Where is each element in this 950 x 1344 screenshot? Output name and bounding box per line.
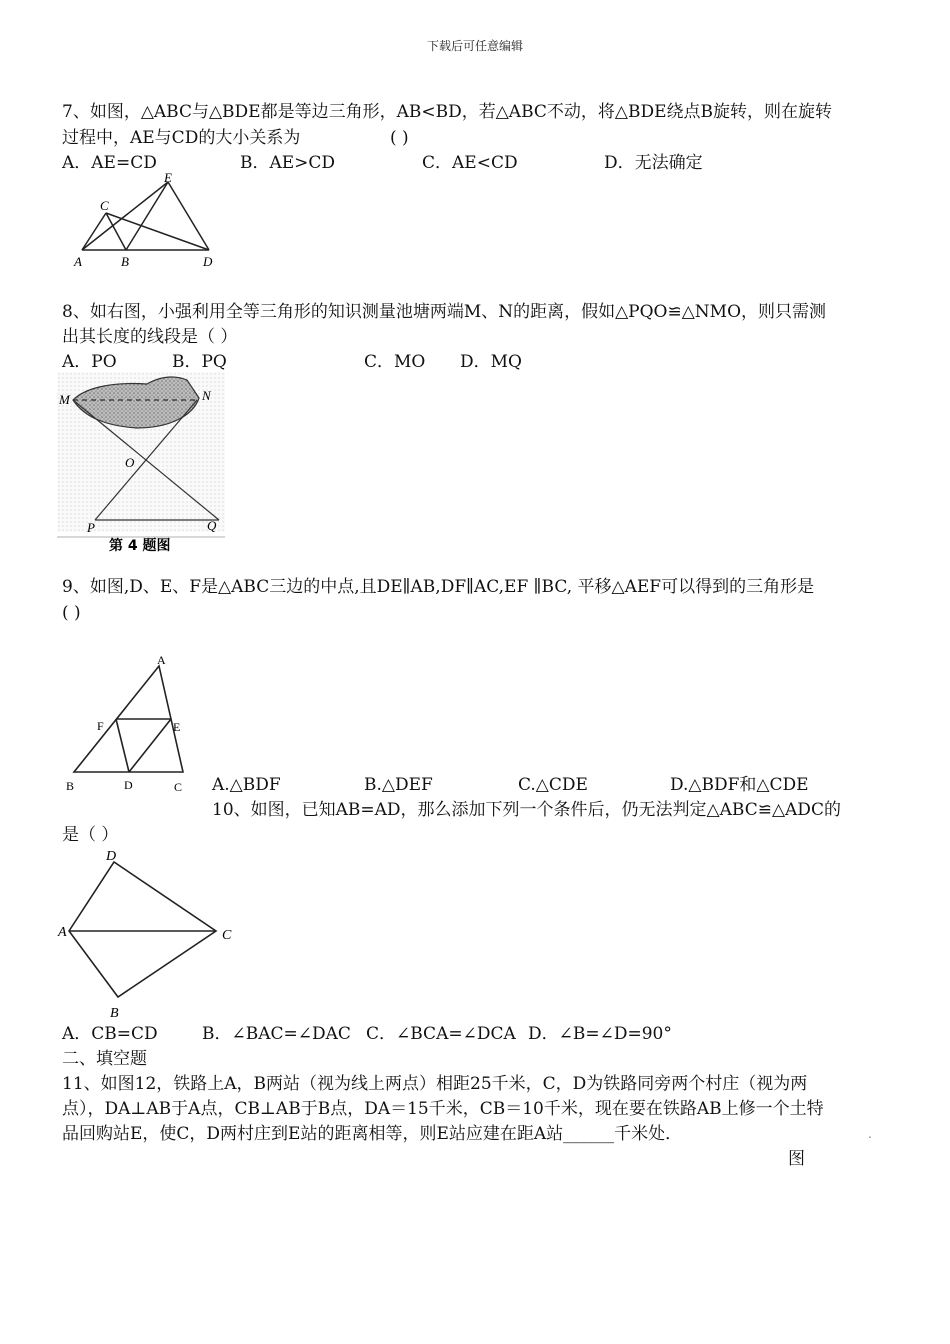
- q11-line1: 11、如图12，铁路上A，B两站（视为线上两点）相距25千米，C，D为铁路同旁两个村庄（视为两: [62, 1074, 808, 1094]
- q10-label-d: D: [106, 849, 117, 864]
- q9-option-c: C.△CDE: [518, 775, 588, 795]
- q7-option-c: C．AE<CD: [422, 153, 518, 173]
- q9-label-c: C: [174, 780, 183, 794]
- q7-label-e: E: [164, 170, 172, 185]
- q11-dot: .: [868, 1127, 872, 1141]
- q9-line2: ( ): [62, 603, 81, 623]
- q7-seg-be: [126, 182, 168, 250]
- q8-option-d: D．MQ: [460, 352, 522, 372]
- q7-line1: 7、如图，△ABC与△BDE都是等边三角形，AB<BD，若△ABC不动，将△BDE绕点B旋转，则在旋转: [62, 102, 832, 122]
- q10-label-a: A: [58, 925, 67, 940]
- q9-line1: 9、如图,D、E、F是△ABC三边的中点,且DE∥AB,DF∥AC,EF ∥BC, 平移△AEF可以得到的三角形是: [62, 577, 815, 597]
- q7-seg-ed: [168, 182, 209, 250]
- q10-option-a: A．CB=CD: [62, 1024, 158, 1044]
- q10-quadrilateral: [69, 862, 216, 997]
- q8-label-m: M: [59, 392, 70, 407]
- q10-label-b: B: [110, 1006, 119, 1020]
- q9-option-b: B.△DEF: [364, 775, 433, 795]
- q9-label-d: D: [124, 778, 133, 792]
- q10-option-c: C．∠BCA=∠DCA: [366, 1024, 516, 1044]
- q7-option-a: A．AE=CD: [62, 153, 157, 173]
- q7-seg-ae: [82, 182, 168, 250]
- q7-option-b: B．AE>CD: [240, 153, 336, 173]
- q8-line2: 出其长度的线段是（ ）: [62, 327, 238, 347]
- q11-figure-label: 图: [788, 1149, 805, 1169]
- q9-seg-fd: [116, 719, 129, 772]
- q8-label-n: N: [202, 388, 211, 403]
- q7-label-b: B: [121, 254, 129, 269]
- q9-label-e: E: [173, 720, 181, 734]
- q8-option-a: A．PO: [62, 352, 117, 372]
- q7-seg-ac: [82, 213, 106, 250]
- q8-line1: 8、如右图，小强利用全等三角形的知识测量池塘两端M、N的距离，假如△PQO≌△NMO，则只需测: [62, 302, 827, 322]
- q9-label-a: A: [157, 653, 166, 667]
- q8-option-c: C．MO: [364, 352, 426, 372]
- q7-label-d: D: [203, 254, 213, 269]
- q10-label-c: C: [222, 928, 232, 943]
- q7-seg-cd: [106, 213, 209, 250]
- q8-label-p: P: [87, 520, 95, 535]
- q7-option-d: D．无法确定: [604, 153, 703, 173]
- q7-figure: [72, 170, 222, 275]
- q7-label-a: A: [74, 254, 82, 269]
- q8-figure: [57, 372, 227, 554]
- q7-paren: ( ): [390, 128, 409, 148]
- q11-line2: 点），DA⊥AB于A点，CB⊥AB于B点，DA＝15千米，CB＝10千米，现在要在铁路AB上修一个土特: [62, 1099, 824, 1119]
- q8-label-q: Q: [207, 518, 217, 533]
- q7-line2: 过程中，AE与CD的大小关系为: [62, 128, 301, 148]
- q10-option-b: B．∠BAC=∠DAC: [202, 1024, 351, 1044]
- q10-line1: 10、如图，已知AB=AD，那么添加下列一个条件后，仍无法判定△ABC≌△ADC的: [212, 800, 841, 820]
- q8-option-b: B．PQ: [172, 352, 227, 372]
- q10-figure: [56, 845, 236, 1020]
- page-header: 下载后可任意编辑: [426, 39, 523, 53]
- q10-line2: 是（ ）: [62, 825, 119, 845]
- q7-label-c: C: [100, 198, 109, 213]
- section-title: 二、填空题: [62, 1049, 147, 1069]
- q9-figure: [60, 650, 200, 798]
- q11-line3: 品回购站E，使C，D两村庄到E站的距离相等，则E站应建在距A站______千米处．: [62, 1124, 683, 1144]
- q9-label-f: F: [97, 719, 104, 733]
- q8-label-o: O: [125, 455, 135, 470]
- q9-option-d: D.△BDF和△CDE: [670, 775, 809, 795]
- q9-label-b: B: [66, 779, 75, 793]
- q9-seg-ed: [129, 719, 171, 772]
- q8-figure-caption: 第 4 题图: [109, 538, 171, 554]
- q10-option-d: D．∠B=∠D=90°: [528, 1024, 672, 1044]
- q9-option-a: A.△BDF: [212, 775, 281, 795]
